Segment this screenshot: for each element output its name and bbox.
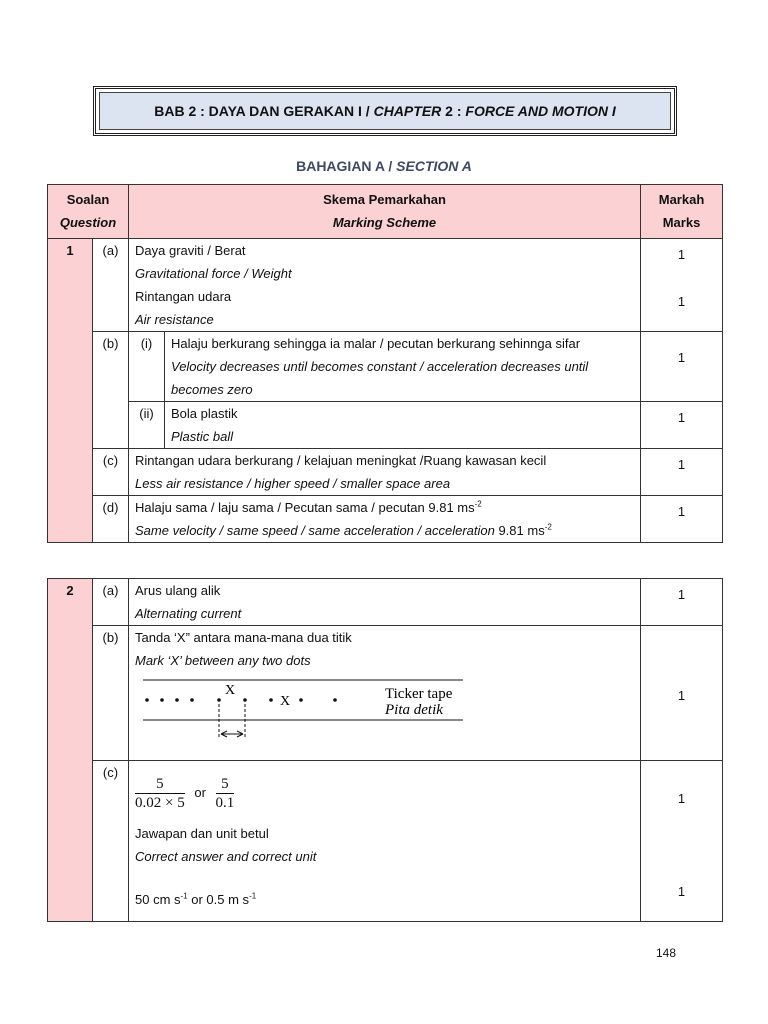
q1-a-row — [48, 239, 723, 332]
fraction-1: $\frac{5}{0.02 \times 5}$ — [135, 776, 185, 811]
q2-b-label: (b) — [93, 626, 129, 761]
question-2-table — [47, 578, 723, 922]
q1-b-ii-row — [48, 402, 723, 449]
ticker-dot — [175, 698, 179, 702]
q1-c-label: (c) — [93, 449, 129, 496]
x-mark-2: X — [280, 694, 291, 709]
q2-c-answer: $\frac{5}{0.02 \times 5}$ or $\frac{5}{0.1}$ Jawapan dan unit betul Correct answer and correct unit 50 cm $s^{-1}$ or 0.5 m $s^{-1}$ — [129, 761, 641, 922]
section-heading — [0, 158, 768, 174]
q2-b-answer: Tanda ‘X” antara mana-mana dua titik Mark ‘X’ between any two dots X X Ticker tape Pita detik — [129, 626, 641, 761]
x-mark-1: X — [225, 683, 236, 698]
q2-c-row — [48, 761, 723, 922]
page-number: 148 — [655, 946, 676, 960]
q2-b-marks: 1 — [641, 626, 723, 761]
q1-a-marks: 1 1 — [641, 239, 723, 332]
q1-number: 1 — [48, 239, 93, 543]
question-1-table — [47, 184, 723, 543]
q1-d-row — [48, 496, 723, 543]
title-english-prefix: CHAPTER — [373, 103, 442, 119]
header-question: Soalan Question — [48, 185, 129, 239]
q2-b-row — [48, 626, 723, 761]
title-english-rest: 2 : — [441, 103, 466, 119]
q1-a-label: (a) — [93, 239, 129, 332]
tape-label-english: Ticker tape — [385, 686, 453, 702]
header-scheme: Skema Pemarkahan Marking Scheme — [129, 185, 641, 239]
ticker-dot — [217, 698, 221, 702]
q1-b-ii-marks: 1 — [641, 402, 723, 449]
q1-d-label: (d) — [93, 496, 129, 543]
q2-a-marks: 1 — [641, 579, 723, 626]
ticker-dot — [160, 698, 164, 702]
ticker-dot — [333, 698, 337, 702]
q1-b-i-marks: 1 — [641, 332, 723, 402]
tape-label-malay: Pita detik — [385, 702, 443, 718]
q2-c-label: (c) — [93, 761, 129, 922]
section-english: SECTION A — [396, 158, 472, 174]
ticker-dot — [269, 698, 273, 702]
q2-a-answer: Arus ulang alik Alternating current — [129, 579, 641, 626]
fraction-2: $\frac{5}{0.1}$ — [215, 776, 235, 811]
q1-c-row — [48, 449, 723, 496]
q2-a-row — [48, 579, 723, 626]
q1-b-ii-answer: Bola plastik Plastic ball — [165, 402, 641, 449]
title-malay: BAB 2 : DAYA DAN GERAKAN I / — [154, 103, 370, 119]
q2-c-formula — [135, 775, 634, 812]
chapter-title — [99, 92, 671, 130]
ticker-dot — [299, 698, 303, 702]
q2-c-marks: 1 1 — [641, 761, 723, 922]
q1-b-i-label: (i) — [129, 332, 165, 402]
ticker-dot — [243, 698, 247, 702]
chapter-title-box — [93, 86, 677, 136]
q2-a-label: (a) — [93, 579, 129, 626]
title-english-topic: FORCE AND MOTION I — [465, 103, 616, 119]
ticker-dot — [190, 698, 194, 702]
q1-b-label: (b) — [93, 332, 129, 449]
q1-b-i-answer: Halaju berkurang sehingga ia malar / pecutan berkurang sehinnga sifar Velocity decreases until becomes constant / acceleration decreases until becomes zero — [165, 332, 641, 402]
q1-c-answer: Rintangan udara berkurang / kelajuan meningkat /Ruang kawasan kecil Less air resistance / higher speed / smaller space area — [129, 449, 641, 496]
q1-b-ii-label: (ii) — [129, 402, 165, 449]
ticker-dot — [145, 698, 149, 702]
q2-number: 2 — [48, 579, 93, 922]
q1-d-answer: Halaju sama / laju sama / Pecutan sama / pecutan 9.81 $ms^{-2}$ Same velocity / same speed / same acceleration / acceleration 9.81 $ms^{-2}$ — [129, 496, 641, 543]
or-text: or — [194, 784, 206, 800]
header-marks: Markah Marks — [641, 185, 723, 239]
q1-a-answer: Daya graviti / Berat Gravitational force / Weight Rintangan udara Air resistance — [129, 239, 641, 332]
q1-c-marks: 1 — [641, 449, 723, 496]
q1-b-i-row — [48, 332, 723, 402]
q1-d-marks: 1 — [641, 496, 723, 543]
ticker-tape-diagram — [135, 676, 475, 746]
section-malay: BAHAGIAN A / — [296, 158, 397, 174]
header-row — [48, 185, 723, 239]
